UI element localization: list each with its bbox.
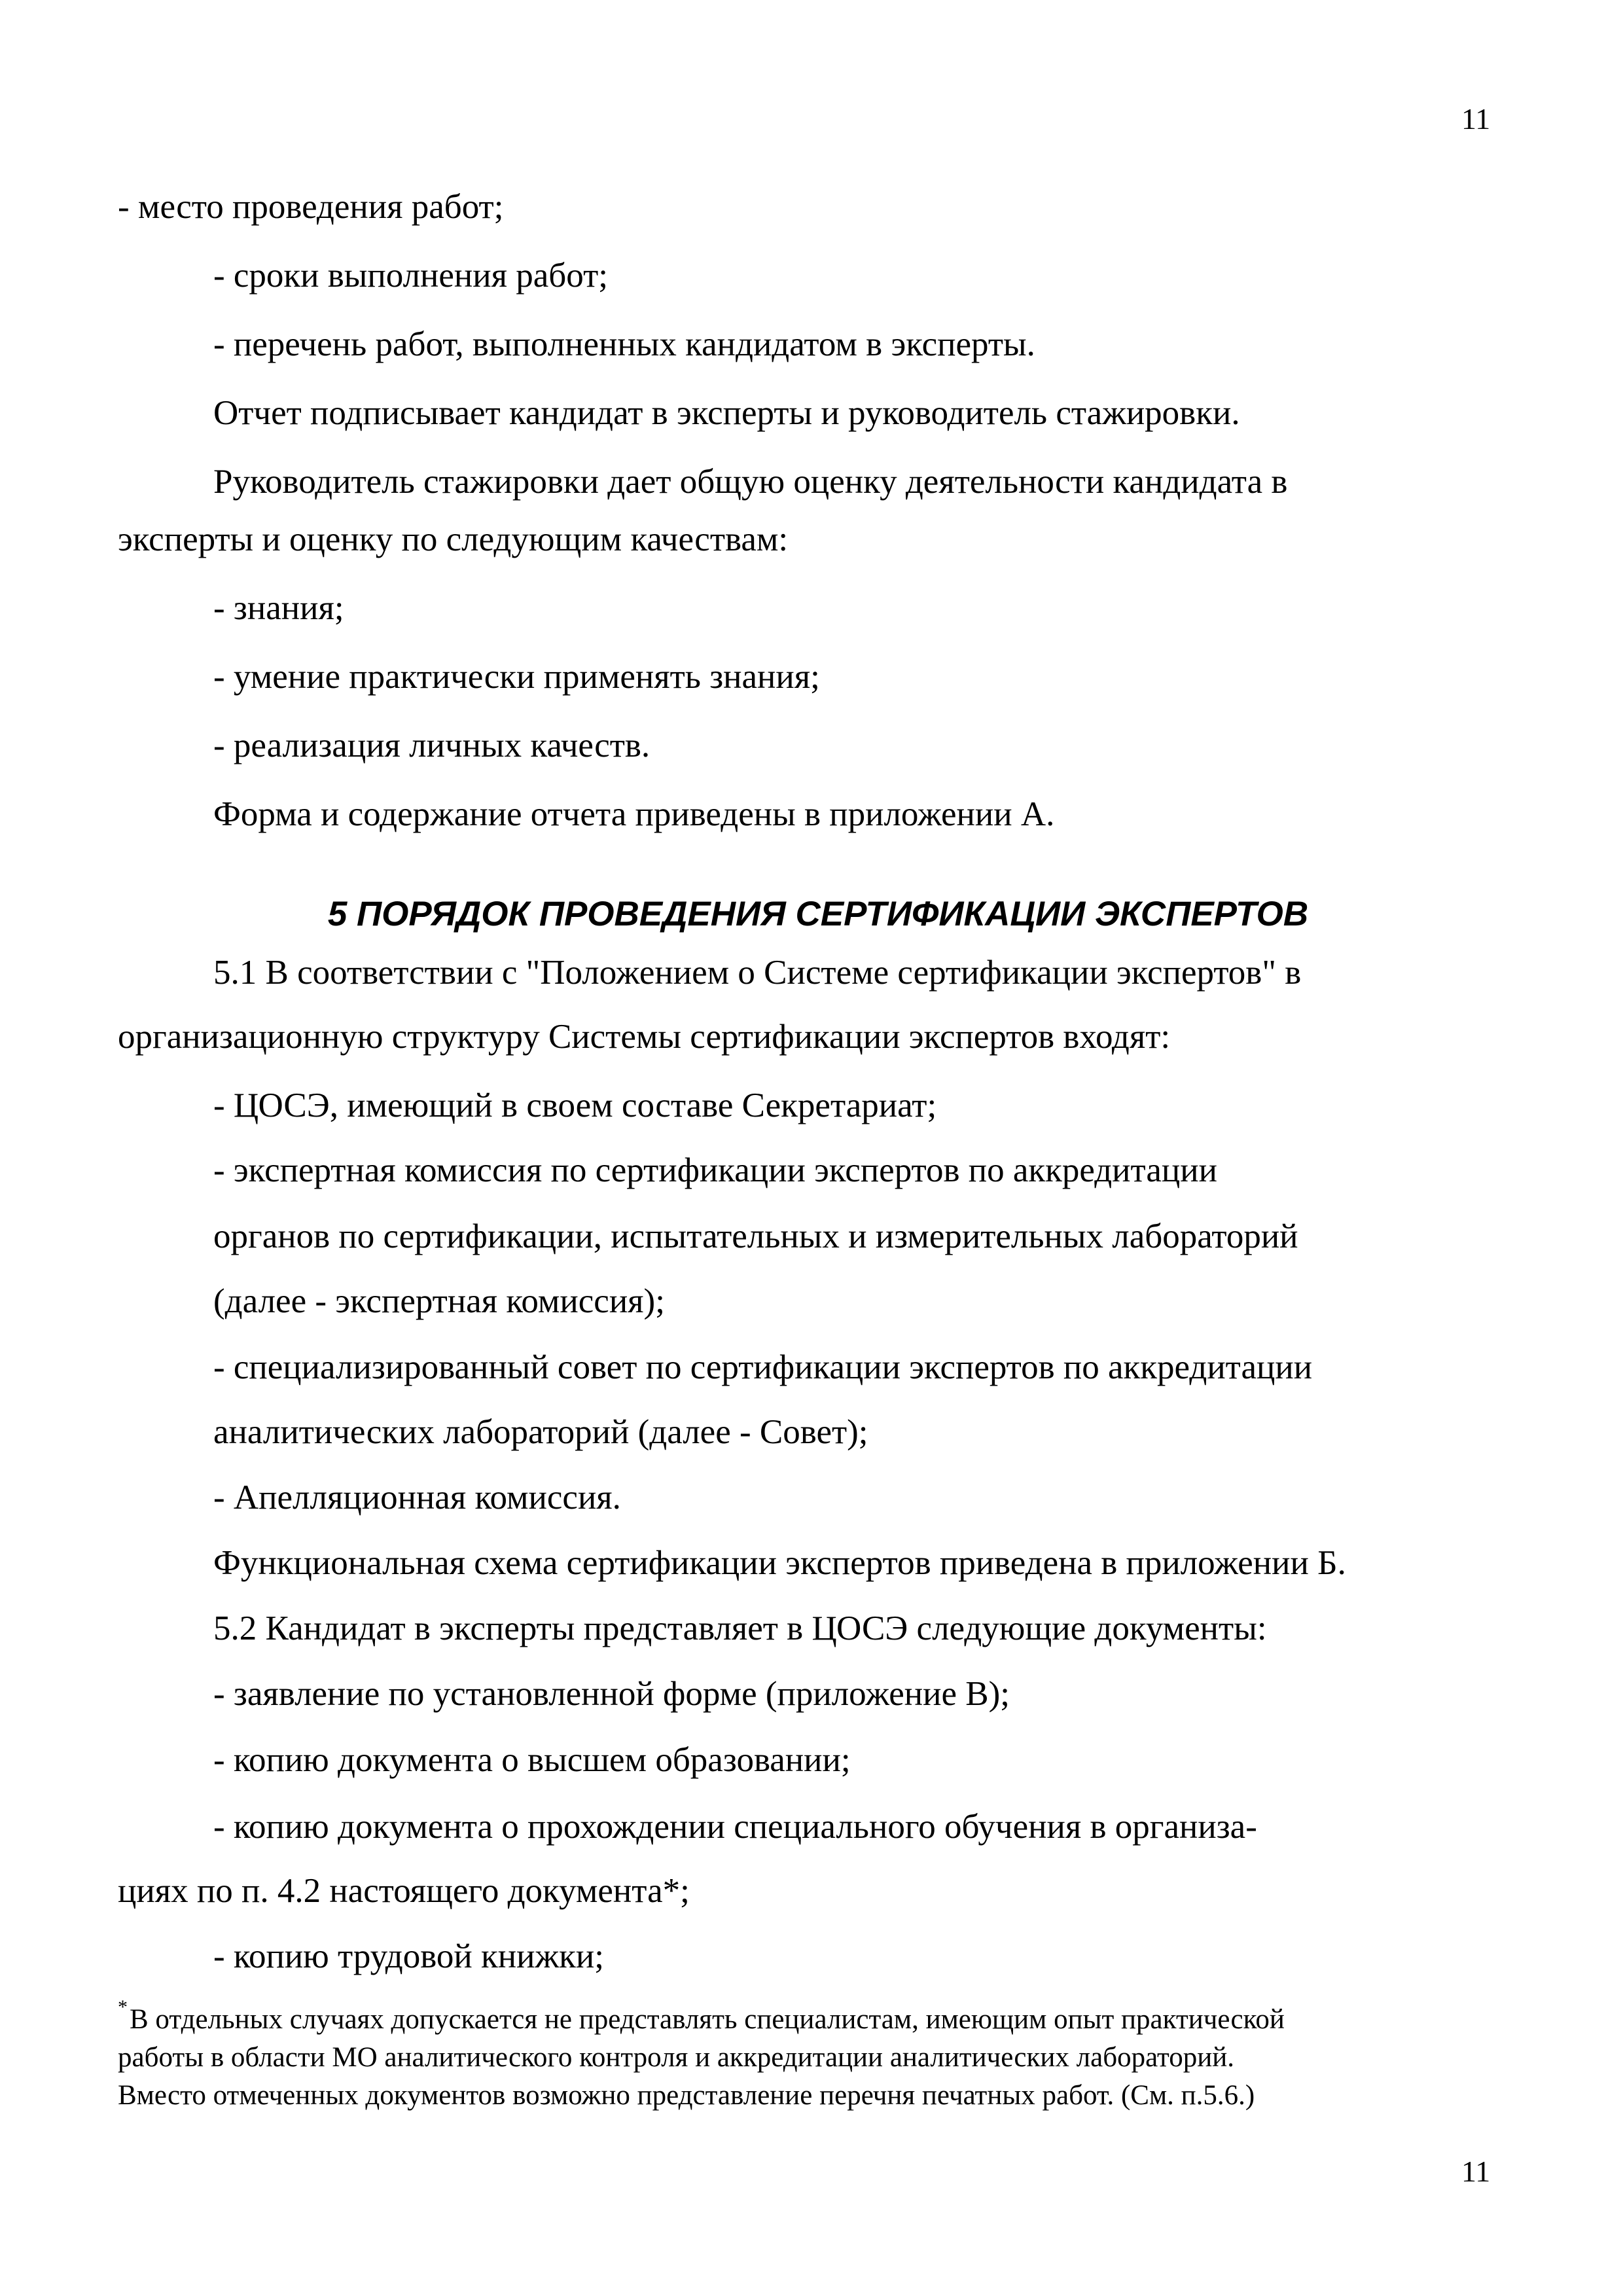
text-line: - экспертная комиссия по сертификации экспертов по аккредитации [213, 1151, 1217, 1189]
text-line: - знания; [213, 589, 344, 627]
footnote-line: работы в области МО аналитического контроля и аккредитации аналитических лабораторий. [118, 2042, 1235, 2073]
footnote-mark: * [118, 1996, 128, 2018]
text-line: 5.2 Кандидат в эксперты представляет в ЦОСЭ следующие документы: [213, 1609, 1267, 1647]
text-line: - специализированный совет по сертификации экспертов по аккредитации [213, 1348, 1313, 1386]
text-line: 5.1 В соответствии с "Положением о Системе сертификации экспертов" в [213, 954, 1302, 992]
text-line: - копию трудовой книжки; [213, 1937, 604, 1975]
text-line: (далее - экспертная комиссия); [213, 1282, 665, 1320]
text-line: Отчет подписывает кандидат в эксперты и руководитель стажировки. [213, 394, 1240, 432]
text-line: Форма и содержание отчета приведены в приложении А. [213, 795, 1055, 833]
text-line: - умение практически применять знания; [213, 658, 820, 696]
page-number-top: 11 [1461, 102, 1491, 135]
text-line: - копию документа о прохождении специального обучения в организа- [213, 1808, 1257, 1846]
text-line: Функциональная схема сертификации экспертов приведена в приложении Б. [213, 1544, 1346, 1582]
footnote-line: В отдельных случаях допускается не представлять специалистам, имеющим опыт практической [130, 2004, 1285, 2035]
text-line: - ЦОСЭ, имеющий в своем составе Секретариат; [213, 1086, 937, 1124]
text-line: - Апелляционная комиссия. [213, 1479, 621, 1516]
text-line: циях по п. 4.2 настоящего документа*; [118, 1872, 690, 1910]
section-heading: 5 ПОРЯДОК ПРОВЕДЕНИЯ СЕРТИФИКАЦИИ ЭКСПЕРТОВ [327, 895, 1309, 933]
footnote-line: Вместо отмеченных документов возможно представление перечня печатных работ. (См. п.5.6.) [118, 2080, 1255, 2111]
text-line: - место проведения работ; [118, 188, 504, 226]
text-line: органов по сертификации, испытательных и измерительных лабораторий [213, 1217, 1298, 1255]
text-line: - копию документа о высшем образовании; [213, 1741, 851, 1779]
text-line: - реализация личных качеств. [213, 726, 651, 764]
text-line: - заявление по установленной форме (приложение В); [213, 1675, 1010, 1713]
text-line: - сроки выполнения работ; [213, 257, 608, 295]
text-line: - перечень работ, выполненных кандидатом в эксперты. [213, 325, 1035, 363]
text-line: аналитических лабораторий (далее - Совет); [213, 1413, 868, 1451]
text-line: Руководитель стажировки дает общую оценку деятельности кандидата в [213, 463, 1288, 501]
text-line: организационную структуру Системы сертификации экспертов входят: [118, 1018, 1171, 1056]
page-number-bottom: 11 [1461, 2155, 1491, 2188]
text-line: эксперты и оценку по следующим качествам: [118, 520, 789, 558]
